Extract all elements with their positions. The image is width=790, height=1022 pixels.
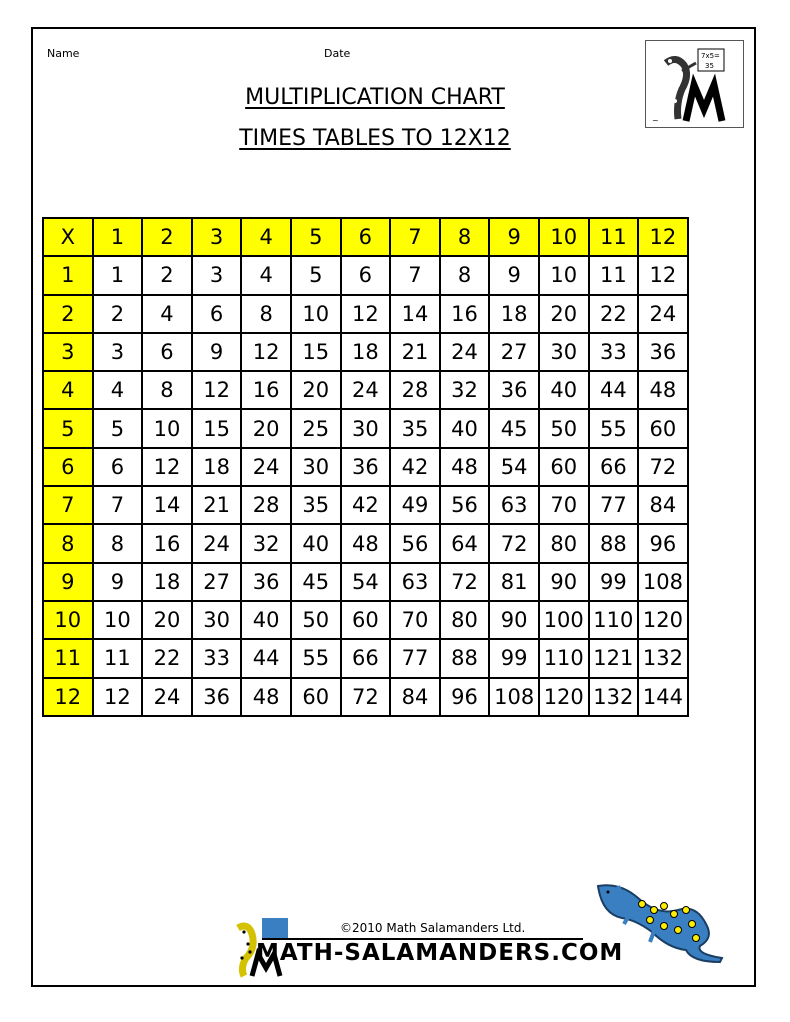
- table-row: [43, 256, 688, 294]
- table-row: [43, 409, 688, 447]
- product-cell: 33: [192, 639, 242, 677]
- table-row: [43, 371, 688, 409]
- table-row: [43, 524, 688, 562]
- table-row: [43, 295, 688, 333]
- product-cell: 2: [93, 295, 143, 333]
- product-cell: 77: [589, 486, 639, 524]
- row-header-cell: 3: [43, 333, 93, 371]
- product-cell: 56: [440, 486, 490, 524]
- product-cell: 28: [390, 371, 440, 409]
- product-cell: 36: [192, 678, 242, 716]
- product-cell: 21: [192, 486, 242, 524]
- product-cell: 28: [241, 486, 291, 524]
- product-cell: 14: [142, 486, 192, 524]
- product-cell: 81: [489, 563, 539, 601]
- product-cell: 6: [192, 295, 242, 333]
- product-cell: 120: [539, 678, 589, 716]
- column-header-cell: 5: [291, 218, 341, 256]
- table-row: [43, 448, 688, 486]
- product-cell: 8: [93, 524, 143, 562]
- row-header-cell: 7: [43, 486, 93, 524]
- product-cell: 48: [440, 448, 490, 486]
- product-cell: 80: [539, 524, 589, 562]
- product-cell: 44: [589, 371, 639, 409]
- product-cell: 45: [489, 409, 539, 447]
- row-header-cell: 12: [43, 678, 93, 716]
- product-cell: 50: [291, 601, 341, 639]
- product-cell: 64: [440, 524, 490, 562]
- product-cell: 110: [589, 601, 639, 639]
- product-cell: 50: [539, 409, 589, 447]
- multiplication-table: [42, 217, 689, 717]
- product-cell: 60: [341, 601, 391, 639]
- product-cell: 8: [241, 295, 291, 333]
- product-cell: 10: [539, 256, 589, 294]
- column-header-cell: 2: [142, 218, 192, 256]
- product-cell: 36: [341, 448, 391, 486]
- product-cell: 18: [341, 333, 391, 371]
- column-header-cell: 9: [489, 218, 539, 256]
- product-cell: 22: [142, 639, 192, 677]
- product-cell: 12: [192, 371, 242, 409]
- product-cell: 10: [93, 601, 143, 639]
- product-cell: 120: [638, 601, 688, 639]
- product-cell: 6: [142, 333, 192, 371]
- product-cell: 55: [589, 409, 639, 447]
- product-cell: 27: [192, 563, 242, 601]
- table-header-row: [43, 218, 688, 256]
- product-cell: 2: [142, 256, 192, 294]
- product-cell: 96: [440, 678, 490, 716]
- product-cell: 45: [291, 563, 341, 601]
- row-header-cell: 10: [43, 601, 93, 639]
- product-cell: 24: [142, 678, 192, 716]
- product-cell: 10: [142, 409, 192, 447]
- product-cell: 77: [390, 639, 440, 677]
- product-cell: 60: [638, 409, 688, 447]
- site-name: MATH-SALAMANDERS.COM: [256, 940, 624, 966]
- salamander-icon: [592, 880, 737, 979]
- svg-text:~: ~: [652, 116, 659, 125]
- product-cell: 56: [390, 524, 440, 562]
- product-cell: 32: [241, 524, 291, 562]
- product-cell: 30: [341, 409, 391, 447]
- product-cell: 70: [390, 601, 440, 639]
- row-header-cell: 5: [43, 409, 93, 447]
- product-cell: 18: [489, 295, 539, 333]
- product-cell: 4: [241, 256, 291, 294]
- product-cell: 54: [341, 563, 391, 601]
- product-cell: 36: [638, 333, 688, 371]
- product-cell: 90: [539, 563, 589, 601]
- product-cell: 16: [440, 295, 490, 333]
- product-cell: 63: [489, 486, 539, 524]
- product-cell: 36: [489, 371, 539, 409]
- product-cell: 22: [589, 295, 639, 333]
- product-cell: 66: [589, 448, 639, 486]
- table-row: [43, 678, 688, 716]
- product-cell: 20: [241, 409, 291, 447]
- column-header-cell: 4: [241, 218, 291, 256]
- salamander-teacher-logo: [645, 40, 744, 128]
- product-cell: 72: [341, 678, 391, 716]
- product-cell: 54: [489, 448, 539, 486]
- row-header-cell: 1: [43, 256, 93, 294]
- product-cell: 66: [341, 639, 391, 677]
- product-cell: 99: [489, 639, 539, 677]
- table-row: [43, 486, 688, 524]
- product-cell: 99: [589, 563, 639, 601]
- product-cell: 42: [390, 448, 440, 486]
- column-header-cell: 10: [539, 218, 589, 256]
- name-label: Name: [47, 47, 80, 60]
- product-cell: 14: [390, 295, 440, 333]
- product-cell: 5: [93, 409, 143, 447]
- product-cell: 12: [638, 256, 688, 294]
- product-cell: 11: [589, 256, 639, 294]
- product-cell: 35: [291, 486, 341, 524]
- product-cell: 121: [589, 639, 639, 677]
- product-cell: 48: [241, 678, 291, 716]
- row-header-cell: 11: [43, 639, 93, 677]
- column-header-cell: 11: [589, 218, 639, 256]
- table-row: [43, 601, 688, 639]
- product-cell: 72: [489, 524, 539, 562]
- row-header-cell: 6: [43, 448, 93, 486]
- column-header-cell: 7: [390, 218, 440, 256]
- product-cell: 9: [489, 256, 539, 294]
- product-cell: 15: [192, 409, 242, 447]
- table-row: [43, 563, 688, 601]
- product-cell: 70: [539, 486, 589, 524]
- column-header-cell: 1: [93, 218, 143, 256]
- product-cell: 24: [638, 295, 688, 333]
- product-cell: 84: [638, 486, 688, 524]
- product-cell: 3: [192, 256, 242, 294]
- product-cell: 132: [638, 639, 688, 677]
- product-cell: 110: [539, 639, 589, 677]
- product-cell: 9: [93, 563, 143, 601]
- product-cell: 35: [390, 409, 440, 447]
- corner-cell: X: [43, 218, 93, 256]
- product-cell: 3: [93, 333, 143, 371]
- product-cell: 24: [341, 371, 391, 409]
- logo-equation: 7x5=: [701, 52, 720, 60]
- table-row: [43, 639, 688, 677]
- product-cell: 88: [440, 639, 490, 677]
- column-header-cell: 12: [638, 218, 688, 256]
- row-header-cell: 2: [43, 295, 93, 333]
- product-cell: 40: [539, 371, 589, 409]
- product-cell: 44: [241, 639, 291, 677]
- product-cell: 8: [440, 256, 490, 294]
- copyright-text: ©2010 Math Salamanders Ltd.: [340, 921, 526, 935]
- product-cell: 11: [93, 639, 143, 677]
- product-cell: 25: [291, 409, 341, 447]
- product-cell: 20: [142, 601, 192, 639]
- product-cell: 9: [192, 333, 242, 371]
- product-cell: 18: [192, 448, 242, 486]
- product-cell: 80: [440, 601, 490, 639]
- product-cell: 20: [539, 295, 589, 333]
- product-cell: 8: [142, 371, 192, 409]
- product-cell: 6: [93, 448, 143, 486]
- product-cell: 49: [390, 486, 440, 524]
- product-cell: 88: [589, 524, 639, 562]
- product-cell: 100: [539, 601, 589, 639]
- product-cell: 72: [638, 448, 688, 486]
- product-cell: 40: [440, 409, 490, 447]
- product-cell: 60: [539, 448, 589, 486]
- column-header-cell: 6: [341, 218, 391, 256]
- product-cell: 42: [341, 486, 391, 524]
- product-cell: 12: [93, 678, 143, 716]
- product-cell: 12: [341, 295, 391, 333]
- product-cell: 7: [93, 486, 143, 524]
- product-cell: 132: [589, 678, 639, 716]
- product-cell: 30: [539, 333, 589, 371]
- product-cell: 30: [192, 601, 242, 639]
- product-cell: 7: [390, 256, 440, 294]
- product-cell: 90: [489, 601, 539, 639]
- date-label: Date: [324, 47, 351, 60]
- page-subtitle: TIMES TABLES TO 12X12: [239, 126, 511, 151]
- product-cell: 96: [638, 524, 688, 562]
- product-cell: 63: [390, 563, 440, 601]
- product-cell: 40: [291, 524, 341, 562]
- product-cell: 48: [341, 524, 391, 562]
- product-cell: 24: [192, 524, 242, 562]
- table-row: [43, 333, 688, 371]
- product-cell: 27: [489, 333, 539, 371]
- product-cell: 16: [142, 524, 192, 562]
- product-cell: 4: [93, 371, 143, 409]
- logo-answer: 35: [705, 62, 714, 70]
- product-cell: 12: [142, 448, 192, 486]
- row-header-cell: 8: [43, 524, 93, 562]
- row-header-cell: 4: [43, 371, 93, 409]
- product-cell: 5: [291, 256, 341, 294]
- product-cell: 40: [241, 601, 291, 639]
- product-cell: 20: [291, 371, 341, 409]
- product-cell: 108: [489, 678, 539, 716]
- product-cell: 4: [142, 295, 192, 333]
- product-cell: 1: [93, 256, 143, 294]
- product-cell: 6: [341, 256, 391, 294]
- product-cell: 21: [390, 333, 440, 371]
- product-cell: 24: [241, 448, 291, 486]
- product-cell: 108: [638, 563, 688, 601]
- product-cell: 24: [440, 333, 490, 371]
- page-title: MULTIPLICATION CHART: [245, 85, 505, 110]
- product-cell: 60: [291, 678, 341, 716]
- product-cell: 18: [142, 563, 192, 601]
- product-cell: 12: [241, 333, 291, 371]
- product-cell: 32: [440, 371, 490, 409]
- product-cell: 30: [291, 448, 341, 486]
- product-cell: 16: [241, 371, 291, 409]
- product-cell: 15: [291, 333, 341, 371]
- column-header-cell: 3: [192, 218, 242, 256]
- product-cell: 10: [291, 295, 341, 333]
- product-cell: 72: [440, 563, 490, 601]
- column-header-cell: 8: [440, 218, 490, 256]
- product-cell: 33: [589, 333, 639, 371]
- product-cell: 36: [241, 563, 291, 601]
- row-header-cell: 9: [43, 563, 93, 601]
- product-cell: 48: [638, 371, 688, 409]
- product-cell: 144: [638, 678, 688, 716]
- product-cell: 84: [390, 678, 440, 716]
- product-cell: 55: [291, 639, 341, 677]
